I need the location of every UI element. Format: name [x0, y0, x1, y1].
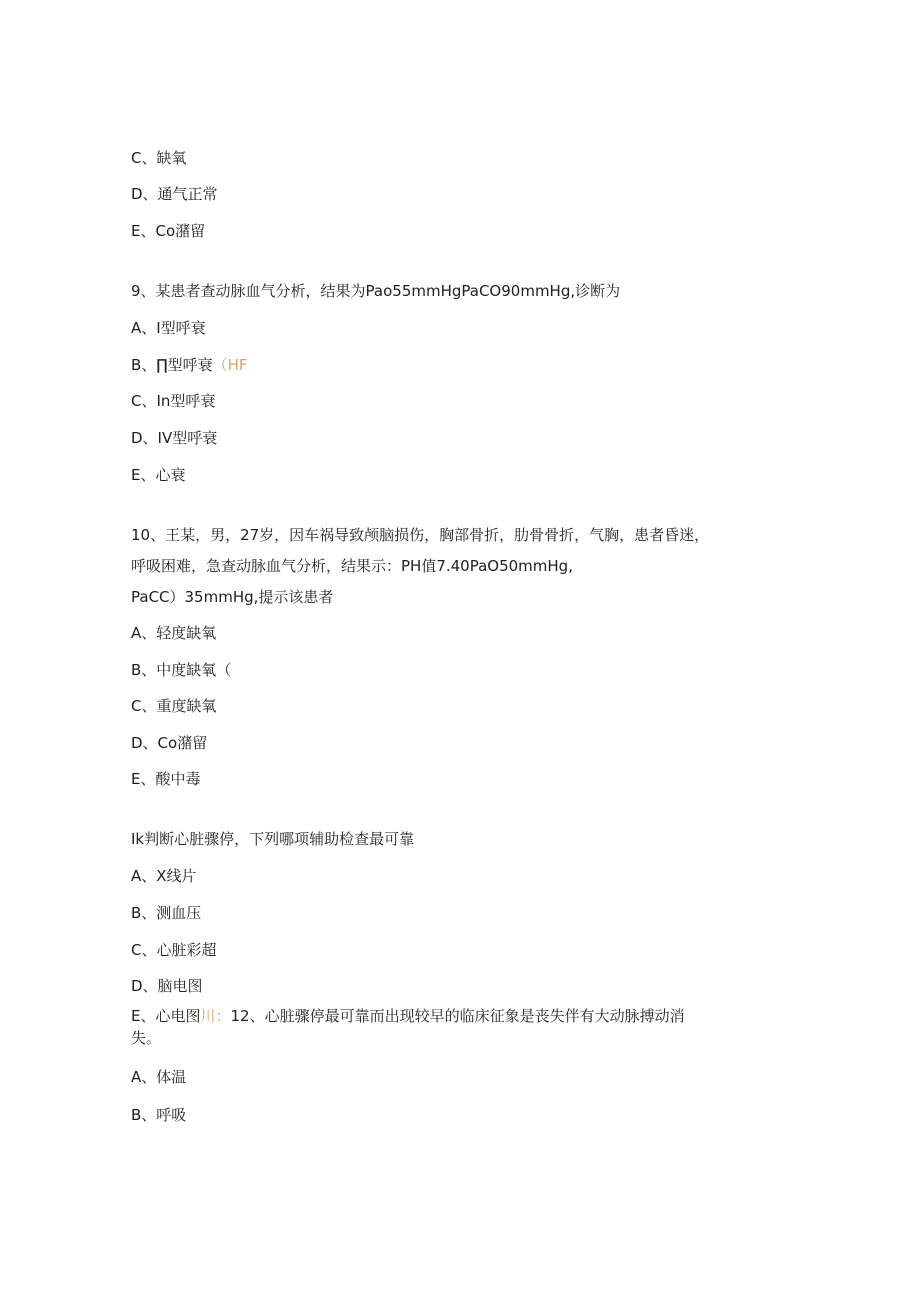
q11-option-b: B、测血压: [131, 904, 202, 922]
q12-option-a: A、体温: [131, 1068, 187, 1086]
q11-option-e: [131, 1006, 685, 1026]
q11-option-e-line-2: 失。: [131, 1029, 162, 1047]
q9-option-a: A、I型呼衰: [131, 319, 206, 337]
q9-option-c: C、In型呼衰: [131, 392, 216, 410]
q10-option-a: A、轻度缺氧: [131, 624, 217, 642]
q10-option-e: E、酸中毒: [131, 770, 201, 788]
q10-option-b: B、中度缺氧（: [131, 661, 232, 679]
q11-option-c: C、心脏彩超: [131, 941, 217, 959]
q8-option-e: E、Co潴留: [131, 222, 206, 240]
q10-stem-line-3: PaCC）35mmHg,提示该患者: [131, 588, 334, 606]
q11-option-e-prefix: E、心电图: [131, 1007, 201, 1025]
q9-option-b-text: B、∏型呼衰: [131, 356, 213, 374]
q11-option-e-mark: 川：: [200, 1007, 231, 1025]
q10-option-d: D、Co潴留: [131, 734, 208, 752]
q11-option-d: D、脑电图: [131, 977, 203, 995]
q9-option-b: [131, 355, 248, 375]
q11-option-a: A、X线片: [131, 867, 197, 885]
q10-stem-line-1: 10、王某，男，27岁，因车祸导致颅脑损伤，胸部骨折，肋骨骨折，气胸，患者昏迷，: [131, 526, 710, 544]
q8-option-c: C、缺氧: [131, 149, 187, 167]
q10-option-c: C、重度缺氧: [131, 697, 217, 715]
q10-stem-line-2: 呼吸困难，急查动脉血气分析，结果示：PH值7.40PaO50mmHg,: [131, 557, 573, 575]
q11-stem: Ik判断心脏骤停，下列哪项辅助检查最可靠: [131, 830, 415, 848]
q11-option-e-suffix: 12、心脏骤停最可靠而出现较早的临床征象是丧失伴有大动脉搏动消: [230, 1007, 685, 1025]
q9-option-e: E、心衰: [131, 466, 186, 484]
q12-option-b: B、呼吸: [131, 1106, 187, 1124]
q9-stem: 9、某患者查动脉血气分析，结果为Pao55mmHgPaCO90mmHg,诊断为: [131, 282, 621, 300]
q8-option-d: D、通气正常: [131, 185, 218, 203]
q9-option-d: D、IV型呼衰: [131, 429, 218, 447]
q9-option-b-mark: （HF: [212, 356, 248, 374]
